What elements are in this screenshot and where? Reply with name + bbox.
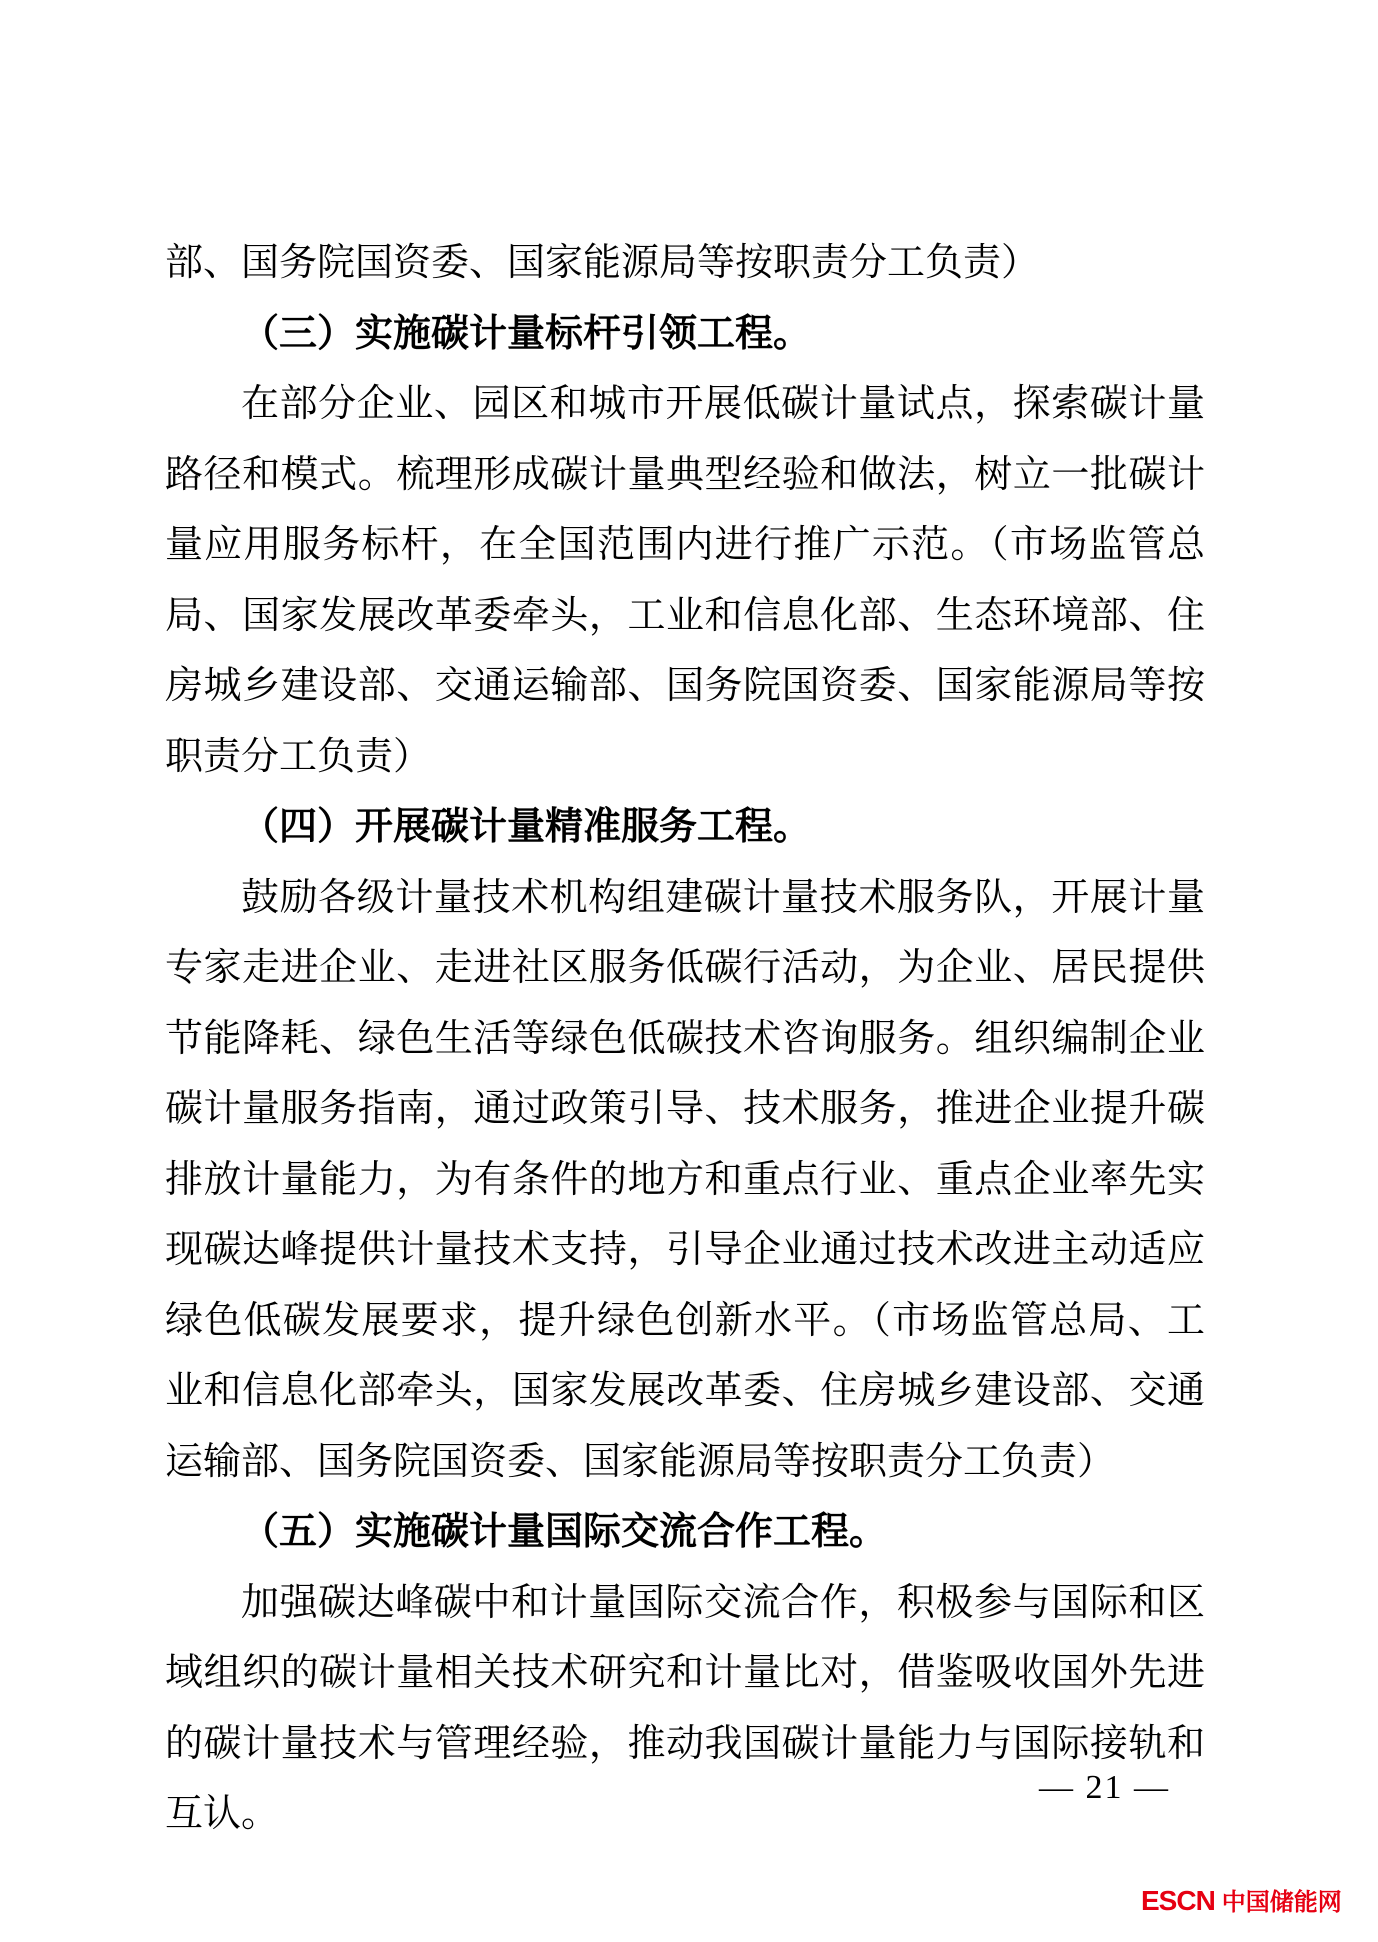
escn-logo-cjk-text: 中国储能网 — [1221, 1889, 1342, 1916]
escn-logo-latin-text: ESCN — [1141, 1885, 1215, 1916]
paragraph-continuation: 部、国务院国资委、国家能源局等按职责分工负责） — [165, 242, 1040, 284]
paragraph-international-cooperation-project: 加强碳达峰碳中和计量国际交流合作，积极参与国际和区域组织的碳计量相关技术研究和计量比对，借鉴吸收国外先进的碳计量技术与管理经验，推动我国碳计量能力与国际接轨和互认。 — [165, 1581, 1205, 1835]
section-heading-five: （五）实施碳计量国际交流合作工程。 — [241, 1511, 888, 1553]
paragraph-benchmark-project: 在部分企业、园区和城市开展低碳计量试点，探索碳计量路径和模式。梳理形成碳计量典型经验和做法，树立一批碳计量应用服务标杆，在全国范围内进行推广示范。（市场监管总局、国家发展改革委牵头，工业和信息化部、生态环境部、住房城乡建设部、交通运输部、国务院国资委、国家能源局等按职责分工负责） — [165, 383, 1205, 778]
paragraph-precision-service-project: 鼓励各级计量技术机构组建碳计量技术服务队，开展计量专家走进企业、走进社区服务低碳行活动，为企业、居民提供节能降耗、绿色生活等绿色低碳技术咨询服务。组织编制企业碳计量服务指南，通过政策引导、技术服务，推进企业提升碳排放计量能力，为有条件的地方和重点行业、重点企业率先实现碳达峰提供计量技术支持，引导企业通过技术改进主动适应绿色低碳发展要求，提升绿色创新水平。（市场监管总局、工业和信息化部牵头，国家发展改革委、住房城乡建设部、交通运输部、国务院国资委、国家能源局等按职责分工负责） — [165, 876, 1205, 1483]
section-heading-three: （三）实施碳计量标杆引领工程。 — [241, 312, 812, 355]
page-number: — 21 — — [1039, 1769, 1170, 1806]
document-body — [165, 228, 1205, 1850]
section-heading-four: （四）开展碳计量精准服务工程。 — [241, 806, 812, 848]
escn-watermark-logo — [1141, 1882, 1342, 1917]
